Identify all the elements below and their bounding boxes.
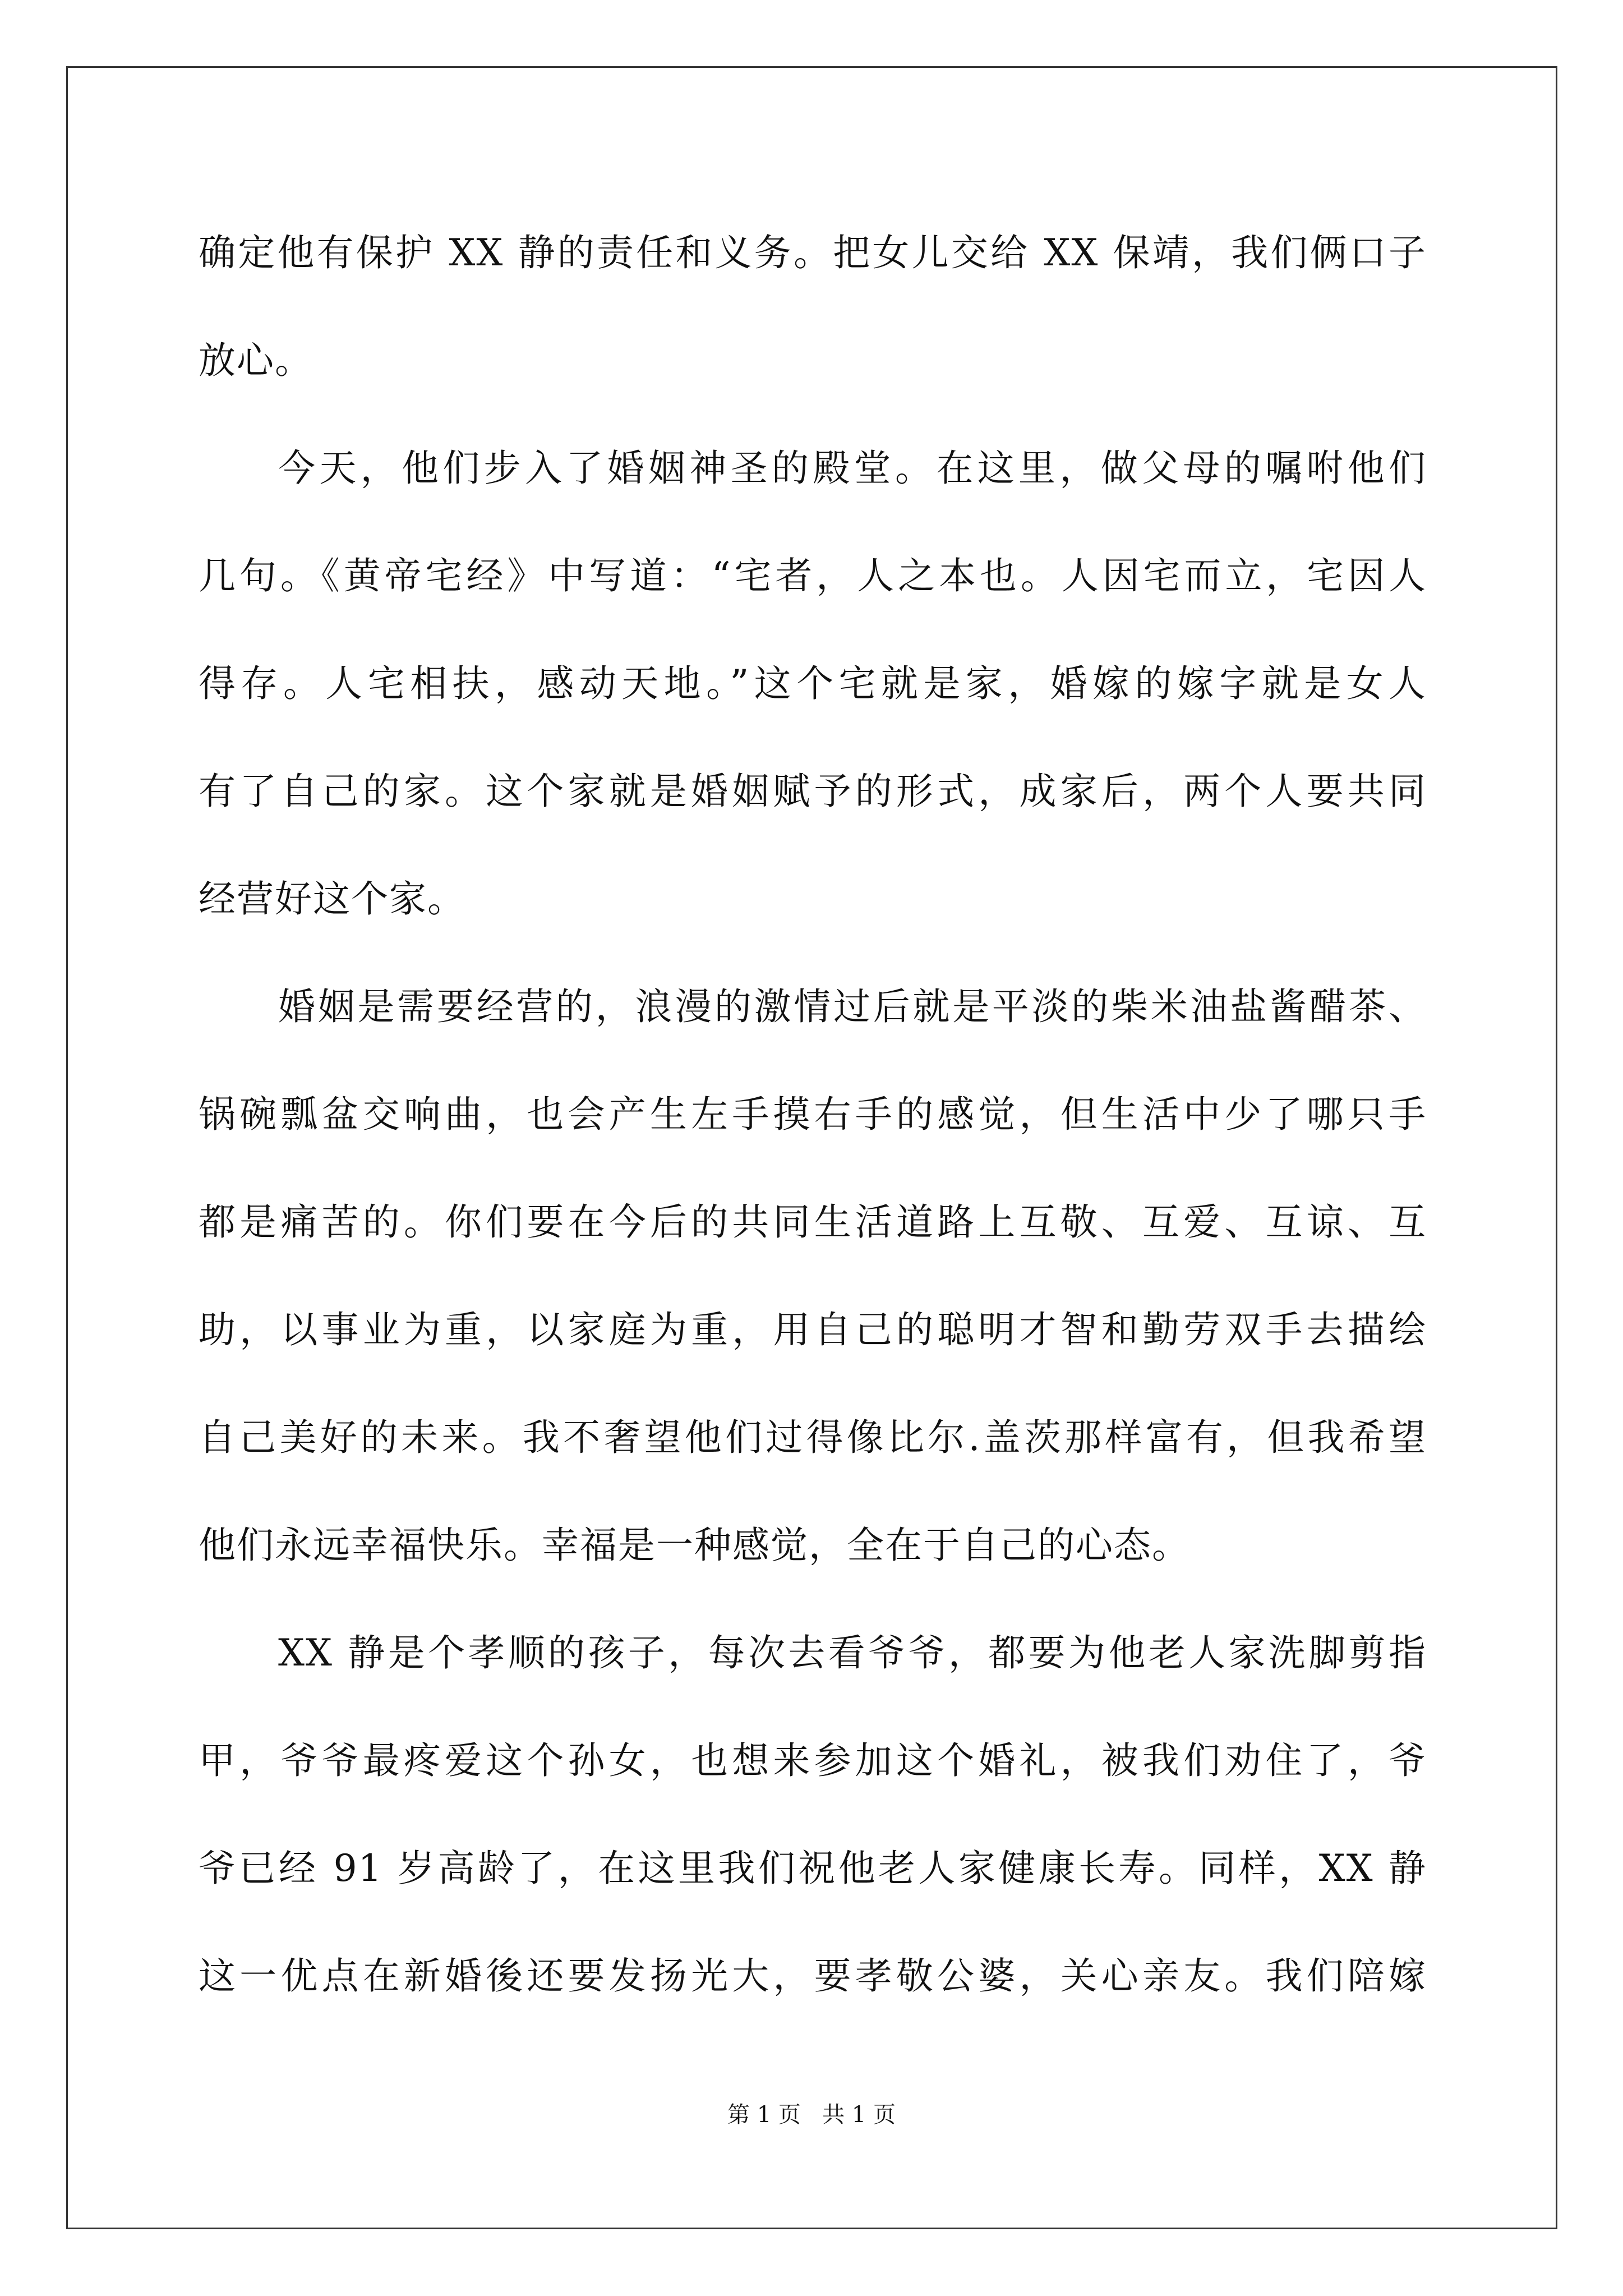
text-line: 有了自己的家。这个家就是婚姻赋予的形式，成家后，两个人要共同 bbox=[199, 770, 1427, 813]
text-line: 自己美好的未来。我不奢望他们过得像比尔.盖茨那样富有，但我希望 bbox=[199, 1416, 1427, 1459]
text-line: 这一优点在新婚後还要发扬光大，要孝敬公婆，关心亲友。我们陪嫁 bbox=[199, 1954, 1427, 1998]
page-footer: 第 1 页 共 1 页 bbox=[727, 2102, 896, 2128]
text-line: 爷已经 91 岁高龄了，在这里我们祝他老人家健康长寿。同样，XX 静 bbox=[199, 1847, 1427, 1890]
text-line: 今天，他们步入了婚姻神圣的殿堂。在这里，做父母的嘱咐他们 bbox=[278, 447, 1427, 490]
text-line: 甲，爷爷最疼爱这个孙女，也想来参加这个婚礼，被我们劝住了，爷 bbox=[199, 1739, 1427, 1782]
text-line: 得存。人宅相扶，感动天地。”这个宅就是家，婚嫁的嫁字就是女人 bbox=[199, 662, 1427, 705]
text-line: 放心。 bbox=[199, 339, 313, 382]
text-line: 几句。《黄帝宅经》中写道：“宅者，人之本也。人因宅而立，宅因人 bbox=[199, 554, 1427, 597]
text-line: 都是痛苦的。你们要在今后的共同生活道路上互敬、互爱、互谅、互 bbox=[199, 1200, 1427, 1244]
text-line: 锅碗瓢盆交响曲，也会产生左手摸右手的感觉，但生活中少了哪只手 bbox=[199, 1093, 1427, 1136]
text-line: 助，以事业为重，以家庭为重，用自己的聪明才智和勤劳双手去描绘 bbox=[199, 1308, 1427, 1351]
text-line: 确定他有保护 XX 静的责任和义务。把女儿交给 XX 保靖，我们俩口子 bbox=[199, 231, 1427, 274]
text-line: 他们永远幸福快乐。幸福是一种感觉，全在于自己的心态。 bbox=[199, 1524, 1190, 1567]
document-body bbox=[199, 199, 1427, 2030]
text-line: 婚姻是需要经营的，浪漫的激情过后就是平淡的柴米油盐酱醋茶、 bbox=[278, 985, 1427, 1028]
text-line: 经营好这个家。 bbox=[199, 877, 465, 921]
text-line: XX 静是个孝顺的孩子，每次去看爷爷，都要为他老人家洗脚剪指 bbox=[278, 1631, 1427, 1674]
